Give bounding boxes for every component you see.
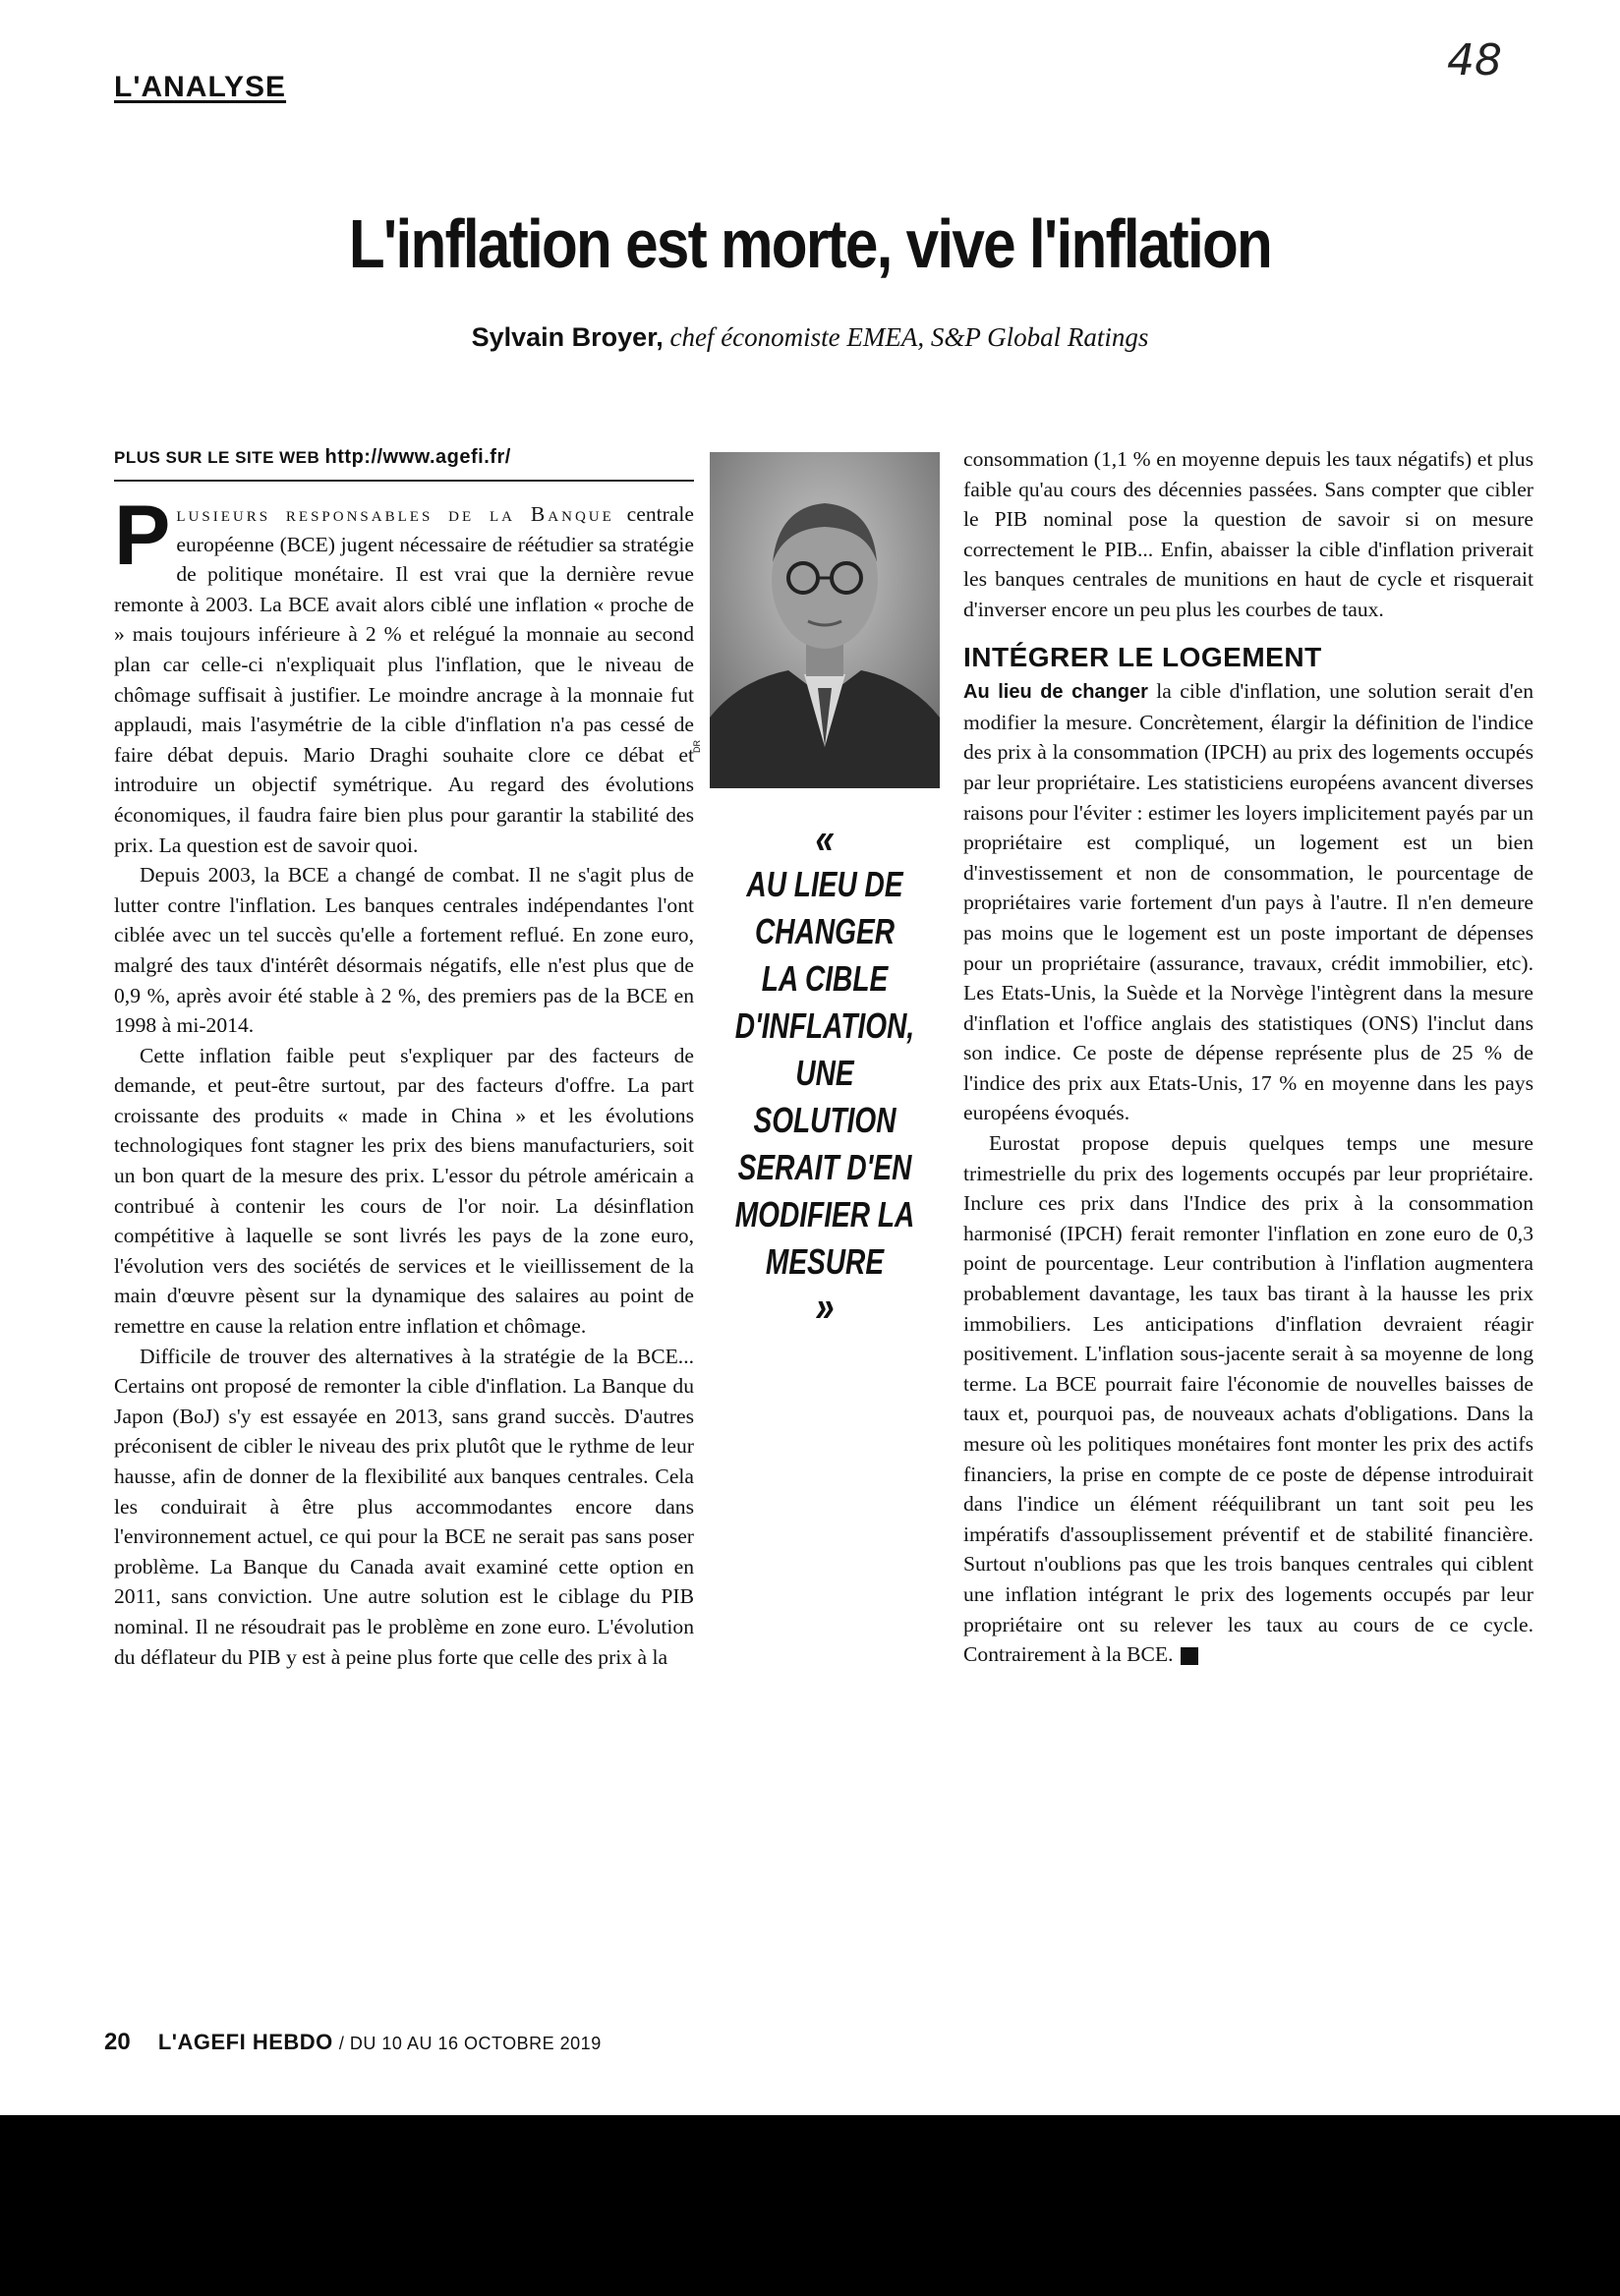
scan-border (0, 2115, 1620, 2296)
author-role: chef économiste EMEA, S&P Global Ratings (669, 322, 1149, 352)
site-url[interactable]: http://www.agefi.fr/ (324, 446, 511, 468)
pull-quote-text: AU LIEU DE CHANGER LA CIBLE D'INFLATION, UNE SOLUTION SERAIT D'EN MODIFIER LA MESURE (734, 864, 915, 1282)
drop-cap: P (114, 488, 171, 583)
page-number: 20 (104, 2029, 131, 2055)
portrait-image (710, 452, 940, 788)
author-photo (710, 452, 940, 788)
handwritten-note: 48 (1447, 35, 1502, 86)
paragraph-text: Eurostat propose depuis quelques temps une mesure trimestrielle du prix des logements occupés par leur propriétaire. Inclure ces prix dans l'Indice des prix à la consommation harmonisé (IPCH) ferait remonter l'inflation en zone euro de 0,3 point de pourcentage. Leur contribution à l'inflation augmentera probablement davantage, les taux bas tirant à la hausse les prix immobiliers. Les anticipations d'inflation devraient réagir positivement. L'inflation sous-jacente serait à sa moyenne de long terme. La BCE pourrait faire l'économie de nouvelles baisses de taux et, pourquoi pas, de nouveaux achats d'obligations. Dans la mesure où les politiques monétaires font monter les prix des actifs financiers, la prise en compte de ce poste de dépense introduirait dans l'indice un élément rééquilibrant un tant soit peu les impératifs d'assouplissement préventif et de stabilité financière. Surtout n'oublions pas que les trois banques centrales qui ciblent une inflation intégrant le prix des logements occupés par leur propriétaire ont su relever les taux au cours de ce cycle. Contrairement à la BCE. (963, 1131, 1533, 1667)
paragraph: Difficile de trouver des alternatives à la stratégie de la BCE... Certains ont proposé de remonter la cible d'inflation. La Banque du Japon (BoJ) s'y est essayée en 2013, sans grand succès. D'autres préconisent de cibler le niveau des prix plutôt que le rythme de leur hausse, afin de donner de la flexibilité aux banques centrales. Cela les conduirait à être plus accommodantes encore dans l'environnement actuel, ce qui pour la BCE ne serait pas sans poser problème. La Banque du Canada avait examiné cette option en 2011, sans conviction. Une autre solution est le ciblage du PIB nominal. Il ne résoudrait pas le problème en zone euro. L'évolution du déflateur du PIB y est à peine plus forte que celle des prix à la (114, 1344, 694, 1669)
paragraph: Depuis 2003, la BCE a changé de combat. Il ne s'agit plus de lutter contre l'inflation. Les banques centrales indépendantes l'ont ciblée avec un tel succès qu'elle a fortement reflué. En zone euro, malgré des taux d'intérêt désormais négatifs, elle n'est plus que de 0,9 %, après avoir été stable à 2 %, des premiers pas de la BCE en 1998 à mi-2014. (114, 863, 694, 1038)
author-name: Sylvain Broyer, (471, 322, 664, 352)
section-rubric: L'ANALYSE (114, 71, 287, 103)
paragraph-text: centrale européenne (BCE) jugent nécessaire de réétudier sa stratégie de politique monétaire. Il est vrai que la dernière revue remonte à 2003. La BCE avait alors ciblé une inflation « proche de » mais toujours inférieure à 2 % et relégué la monnaie au second plan car celle-ci n'expliquait plus l'inflation, que le niveau de chômage suffisait à justifier. Le moindre ancrage à la monnaie fut applaudi, mais l'asymétrie de la cible d'inflation n'a pas cessé de faire débat depuis. Mario Draghi souhaite clore ce débat et introduire un objectif symétrique. Au regard des évolutions économiques, il faudra faire bien plus pour garantir la stabilité des prix. La question est de savoir quoi. (114, 502, 694, 857)
page-footer (104, 2029, 602, 2056)
section-subhead: INTÉGRER LE LOGEMENT (963, 641, 1322, 672)
paragraph: consommation (1,1 % en moyenne depuis les taux négatifs) et plus faible qu'au cours des décennies passées. Sans compter que cibler le PIB nominal pose la question de savoir si on mesure correctement le PIB... Enfin, abaisser la cible d'inflation priverait les banques centrales de munitions en haut de cycle et risquerait d'inverser encore un peu plus les courbes de taux. (963, 447, 1533, 621)
paragraph: Cette inflation faible peut s'expliquer par des facteurs de demande, et peut-être surtout, par des facteurs d'offre. La part croissante des produits « made in China » et les évolutions technologiques font stagner les prix des biens manufacturiers, soit un bon quart de la mesure des prix. L'essor du pétrole américain a contribué à contenir les cours de l'or noir. La désinflation compétitive à laquelle se sont livrés les pays de la zone euro, l'évolution vers des sociétés de services et le vieillissement de la main d'œuvre pèsent sur la dynamique des salaires au point de remettre en cause la relation entre inflation et chômage. (114, 1043, 694, 1339)
quote-open-mark: « (815, 815, 835, 863)
quote-close-mark: » (815, 1283, 835, 1331)
byline (0, 322, 1620, 353)
paragraph (114, 488, 694, 860)
issue-date: / DU 10 AU 16 OCTOBRE 2019 (338, 2034, 602, 2053)
publication-name: L'AGEFI HEBDO (157, 2030, 333, 2054)
end-mark-icon (1181, 1647, 1198, 1665)
website-reference (114, 446, 511, 469)
lead-small-caps: lusieurs responsables de la Banque (176, 502, 614, 526)
paragraph-text: la cible d'inflation, une solution serait d'en modifier la mesure. Concrètement, élargir la définition de l'indice des prix à la consommation (IPCH) au prix des logements occupés par leur propriétaire. Les statisticiens européens avancent diverses raisons pour l'éviter : estimer les loyers implicitement payés par un propriétaire est compliqué, un logement est un bien d'investissement et non de consommation, le pourcentage de propriétaires varie fortement d'un pays à l'autre. Il n'en demeure pas moins que le logement est un poste important de dépenses pour un propriétaire (assurance, travaux, crédit immobilier, etc). Les Etats-Unis, la Suède et la Norvège l'intègrent dans la mesure d'inflation et l'office anglais des statistiques (ONS) l'inclut dans son indice. Ce poste de dépense représente plus de 25 % de l'indice des prix aux Etats-Unis, 17 % en moyenne dans les pays européens évoqués. (963, 679, 1533, 1125)
lead-in: Au lieu de changer (963, 681, 1148, 704)
site-label: PLUS SUR LE SITE WEB (114, 448, 320, 467)
pull-quote (734, 815, 915, 1331)
paragraph (963, 1128, 1533, 1670)
column-right (963, 444, 1533, 1670)
column-left (114, 488, 694, 1672)
divider (114, 480, 694, 482)
paragraph (963, 676, 1533, 1128)
article-title: L'inflation est morte, vive l'inflation (348, 205, 1272, 282)
photo-credit: DR (692, 740, 702, 753)
